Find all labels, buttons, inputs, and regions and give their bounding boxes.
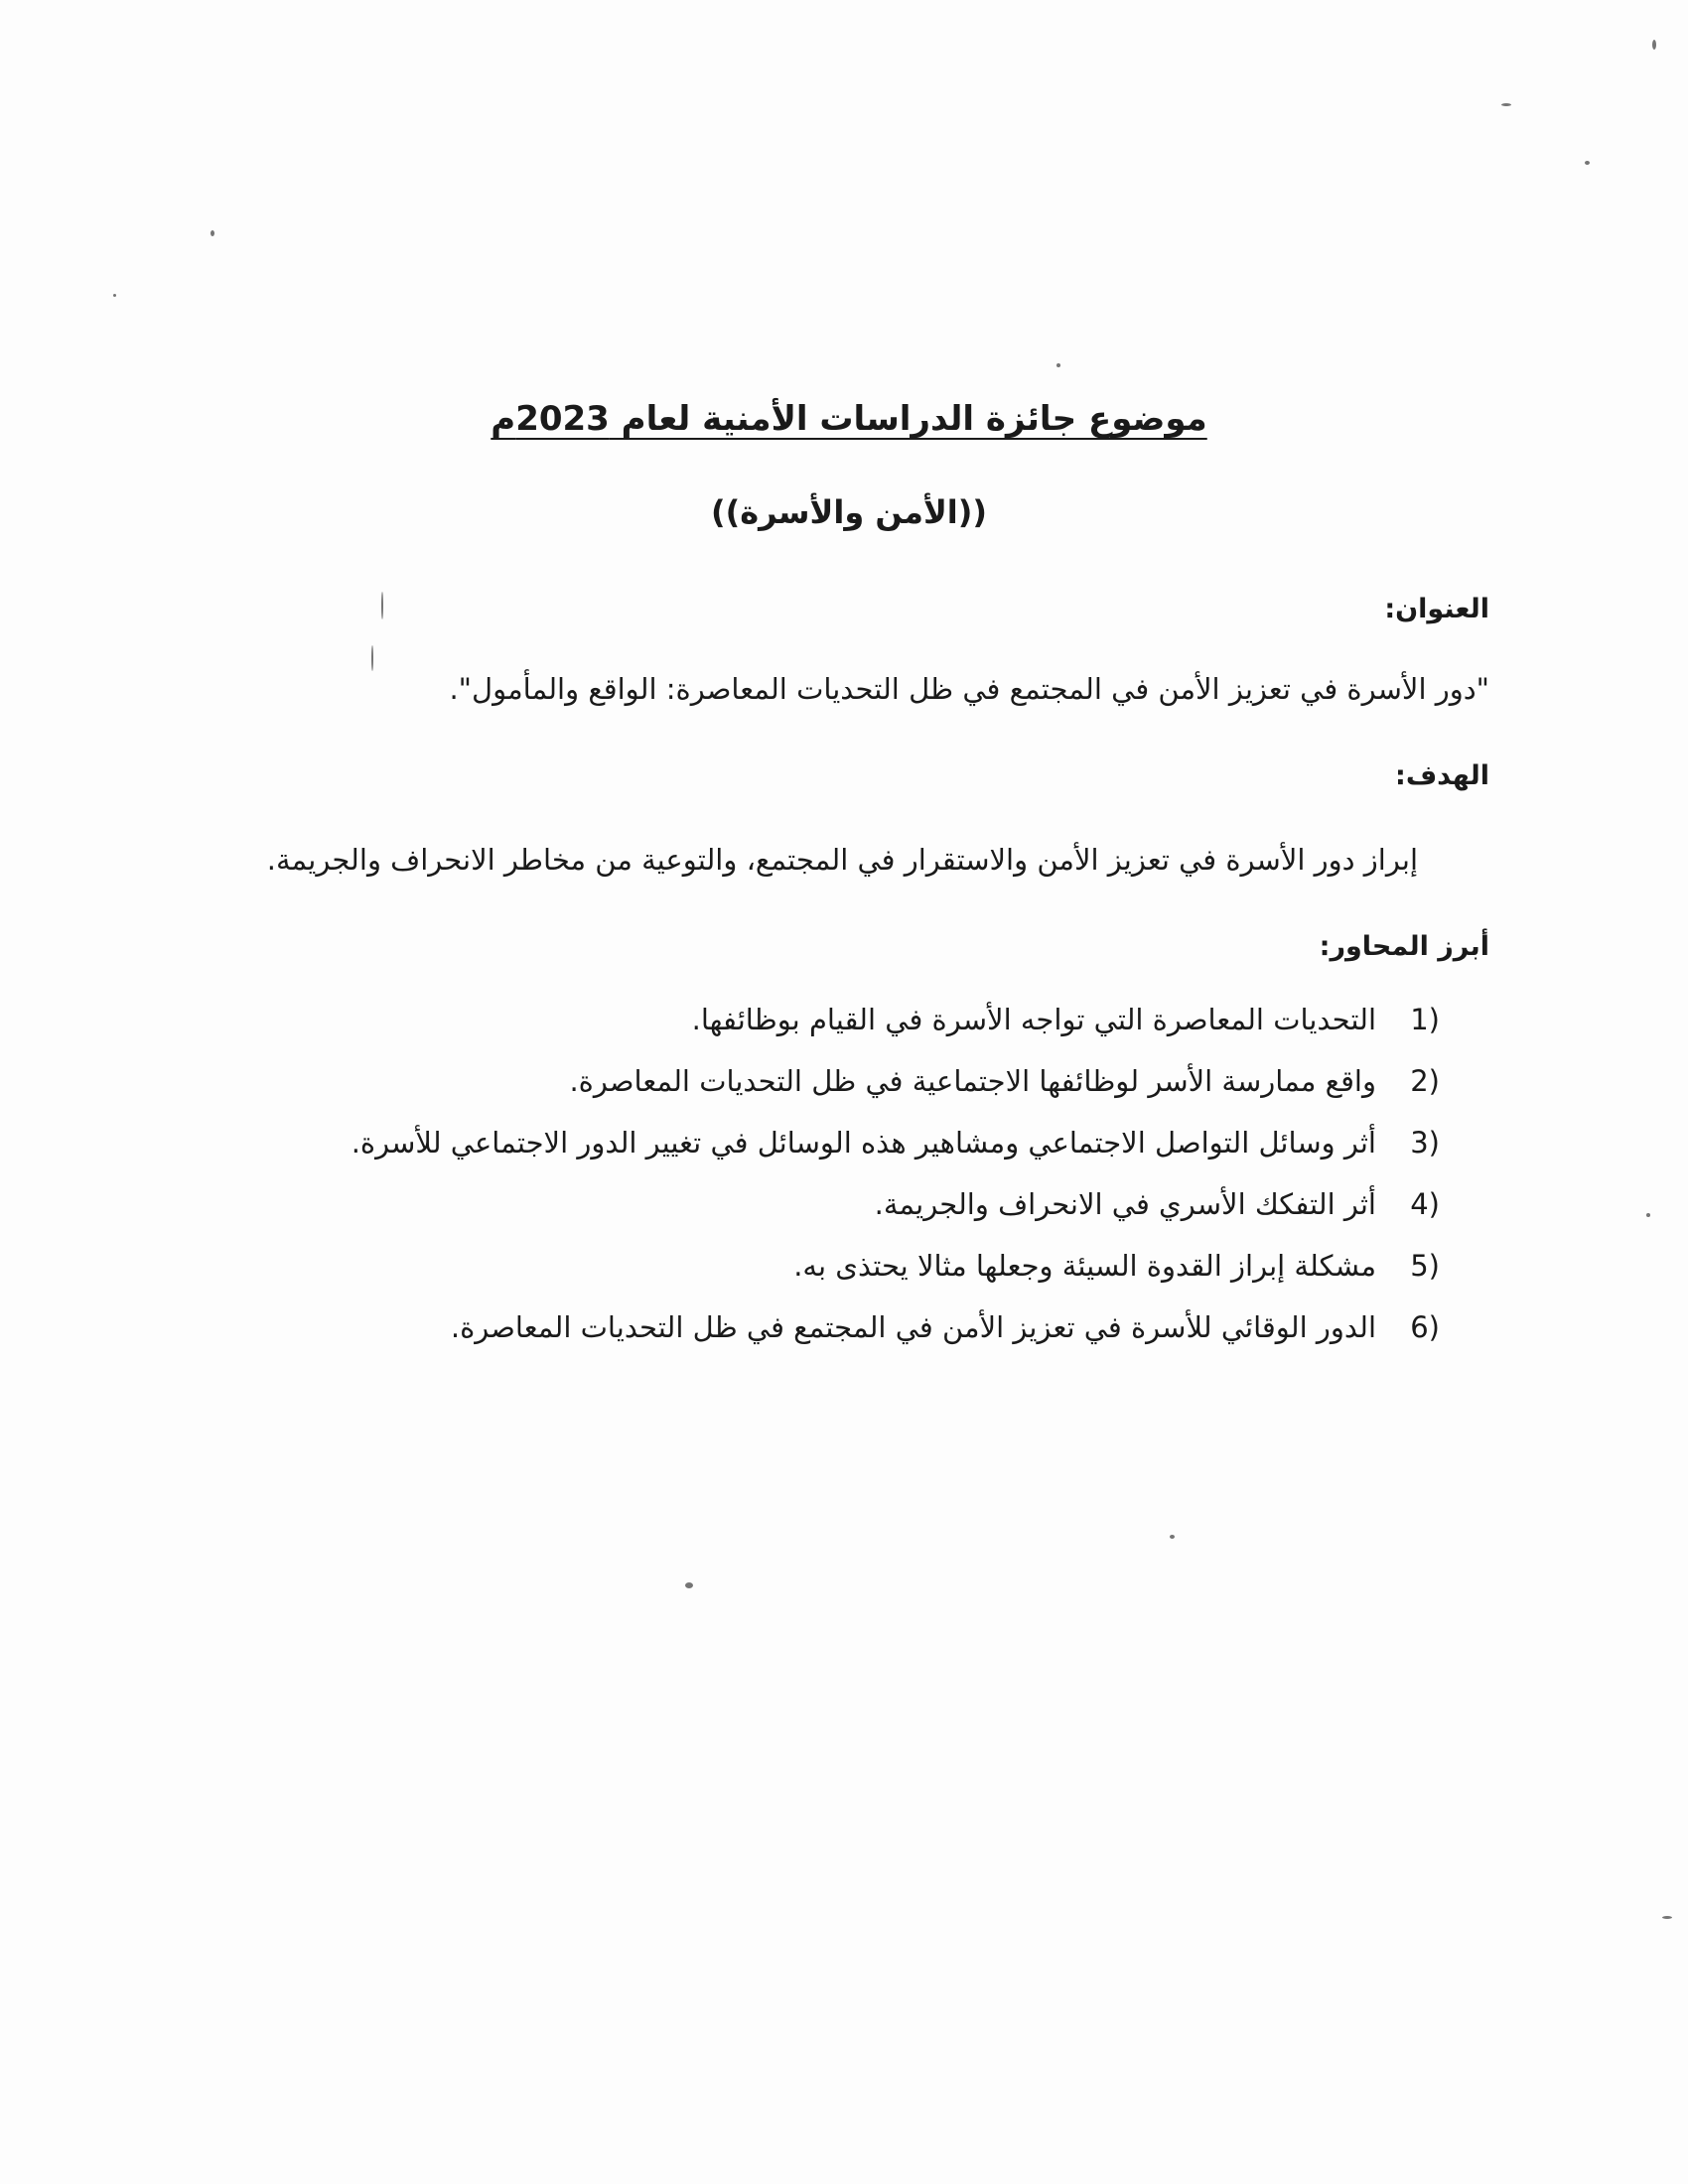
scan-mark [211, 230, 214, 236]
scan-mark [1585, 161, 1590, 165]
list-item-text: التحديات المعاصرة التي تواجه الأسرة في القيام بوظائفها. [691, 1003, 1376, 1036]
list-item-text: الدور الوقائي للأسرة في تعزيز الأمن في المجتمع في ظل التحديات المعاصرة. [450, 1310, 1376, 1344]
list-item-number: 2) [1410, 1064, 1440, 1098]
list-item-text: واقع ممارسة الأسر لوظائفها الاجتماعية في ظل التحديات المعاصرة. [569, 1064, 1376, 1098]
axes-heading: أبرز المحاور: [1319, 931, 1489, 962]
document-subtitle: ((الأمن والأسرة)) [711, 493, 987, 531]
list-item [149, 1003, 1440, 1064]
list-item-number: 6) [1410, 1310, 1440, 1344]
scan-mark [1662, 1916, 1672, 1919]
scan-mark [113, 294, 116, 297]
goal-heading: الهدف: [1395, 760, 1489, 791]
goal-text: إبراز دور الأسرة في تعزيز الأمن والاستقرار في المجتمع، والتوعية من مخاطر الانحراف والجريمة. [266, 843, 1418, 877]
scan-mark [1056, 363, 1060, 367]
document-title-text: موضوع جائزة الدراسات الأمنية لعام 2023م [491, 399, 1207, 439]
list-item [149, 1064, 1440, 1126]
list-item-number: 4) [1410, 1187, 1440, 1221]
list-item-text: أثر التفكك الأسري في الانحراف والجريمة. [874, 1187, 1376, 1221]
list-item-number: 1) [1410, 1003, 1440, 1036]
scan-mark [381, 592, 383, 619]
list-item [149, 1249, 1440, 1310]
title-text: "دور الأسرة في تعزيز الأمن في المجتمع في ظل التحديات المعاصرة: الواقع والمأمول". [449, 672, 1489, 706]
list-item-number: 3) [1410, 1126, 1440, 1160]
scan-mark [371, 645, 373, 671]
scan-mark [1646, 1213, 1650, 1217]
list-item [149, 1187, 1440, 1249]
document-title [427, 389, 1271, 449]
list-item-number: 5) [1410, 1249, 1440, 1283]
title-heading: العنوان: [1384, 594, 1489, 624]
scan-mark [1501, 103, 1511, 106]
scan-mark [1170, 1535, 1175, 1539]
list-item [149, 1126, 1440, 1187]
scan-mark [1652, 40, 1656, 50]
list-item [149, 1310, 1440, 1372]
list-item-text: أثر وسائل التواصل الاجتماعي ومشاهير هذه الوسائل في تغيير الدور الاجتماعي للأسرة. [351, 1126, 1376, 1160]
list-item-text: مشكلة إبراز القدوة السيئة وجعلها مثالا يحتذى به. [793, 1249, 1376, 1283]
axes-list [149, 1003, 1440, 1372]
scan-mark [685, 1582, 693, 1588]
